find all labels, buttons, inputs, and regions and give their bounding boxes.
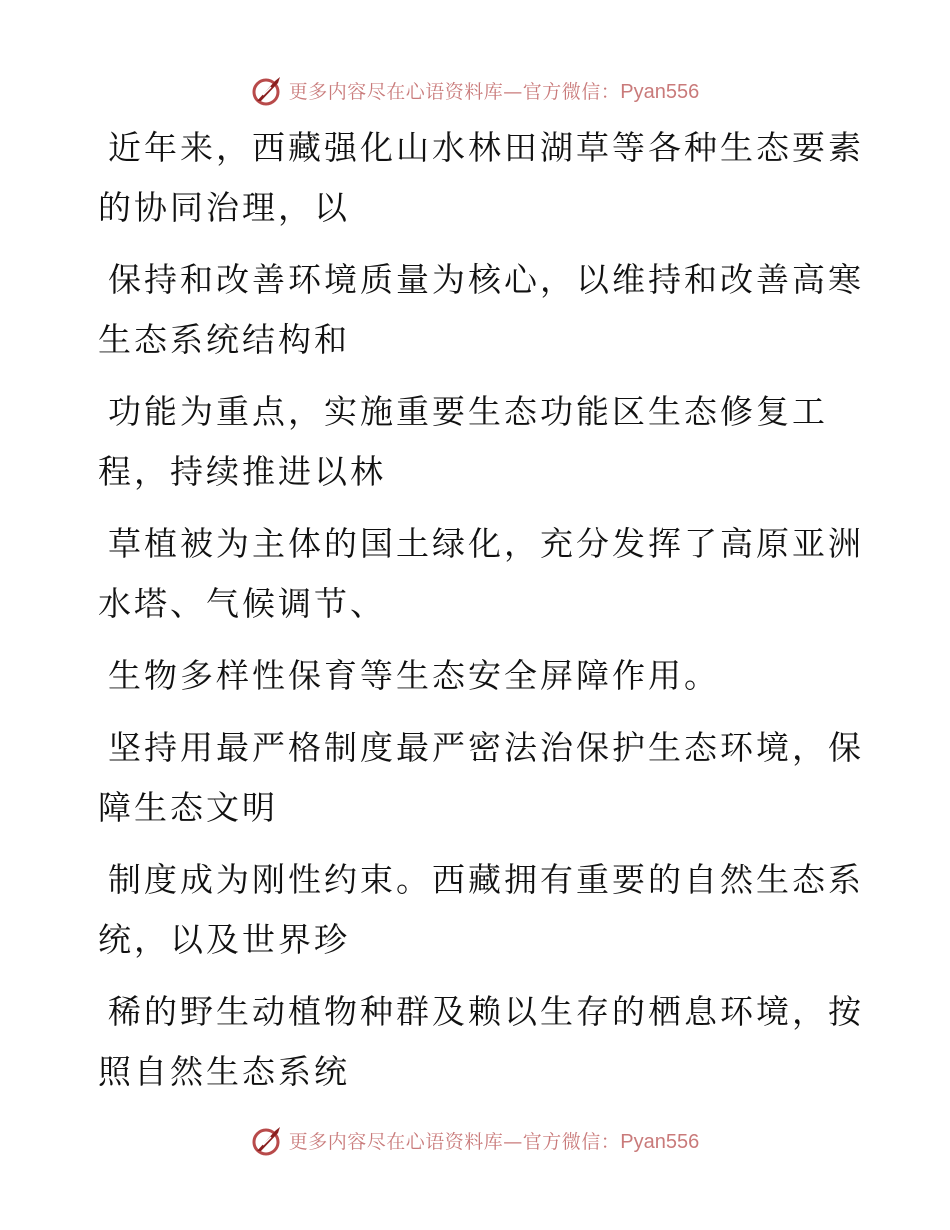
paragraph bbox=[98, 982, 864, 1102]
paragraph-line: 近年来，西藏强化山水林田湖草等各种生态要素 bbox=[108, 128, 864, 167]
quill-pen-logo-icon bbox=[251, 1123, 285, 1157]
paragraph-line: 功能为重点，实施重要生态功能区生态修复工 bbox=[108, 392, 828, 431]
paragraph bbox=[98, 718, 864, 838]
footer-watermark bbox=[0, 1120, 950, 1160]
paragraph-line: 统，以及世界珍 bbox=[98, 920, 350, 959]
paragraph-line: 稀的野生动植物种群及赖以生存的栖息环境，按 bbox=[108, 992, 864, 1031]
paragraph bbox=[98, 850, 864, 970]
paragraph-line: 的协同治理，以 bbox=[98, 188, 350, 227]
paragraph-line: 坚持用最严格制度最严密法治保护生态环境，保 bbox=[108, 728, 864, 767]
paragraph-line: 程，持续推进以林 bbox=[98, 452, 386, 491]
paragraph-line: 水塔、气候调节、 bbox=[98, 584, 386, 623]
quill-pen-logo-icon bbox=[251, 73, 285, 107]
paragraph-line: 制度成为刚性约束。西藏拥有重要的自然生态系 bbox=[108, 860, 864, 899]
paragraph bbox=[98, 646, 838, 706]
paragraph bbox=[98, 118, 864, 238]
watermark-label: 更多内容尽在心语资料库—官方微信：Pyan556 bbox=[288, 1130, 700, 1153]
paragraph-line: 生态系统结构和 bbox=[98, 320, 350, 359]
watermark-label: 更多内容尽在心语资料库—官方微信：Pyan556 bbox=[288, 80, 700, 103]
paragraph-line: 障生态文明 bbox=[98, 788, 278, 827]
paragraph-line: 草植被为主体的国土绿化，充分发挥了高原亚洲 bbox=[108, 524, 864, 563]
paragraph bbox=[98, 514, 864, 634]
header-watermark bbox=[0, 70, 950, 110]
document-body bbox=[98, 118, 864, 1114]
paragraph-line: 保持和改善环境质量为核心，以维持和改善高寒 bbox=[108, 260, 864, 299]
paragraph-line: 照自然生态系统 bbox=[98, 1052, 350, 1091]
paragraph bbox=[98, 250, 864, 370]
paragraph bbox=[98, 382, 838, 502]
paragraph-line: 生物多样性保育等生态安全屏障作用。 bbox=[108, 656, 720, 695]
